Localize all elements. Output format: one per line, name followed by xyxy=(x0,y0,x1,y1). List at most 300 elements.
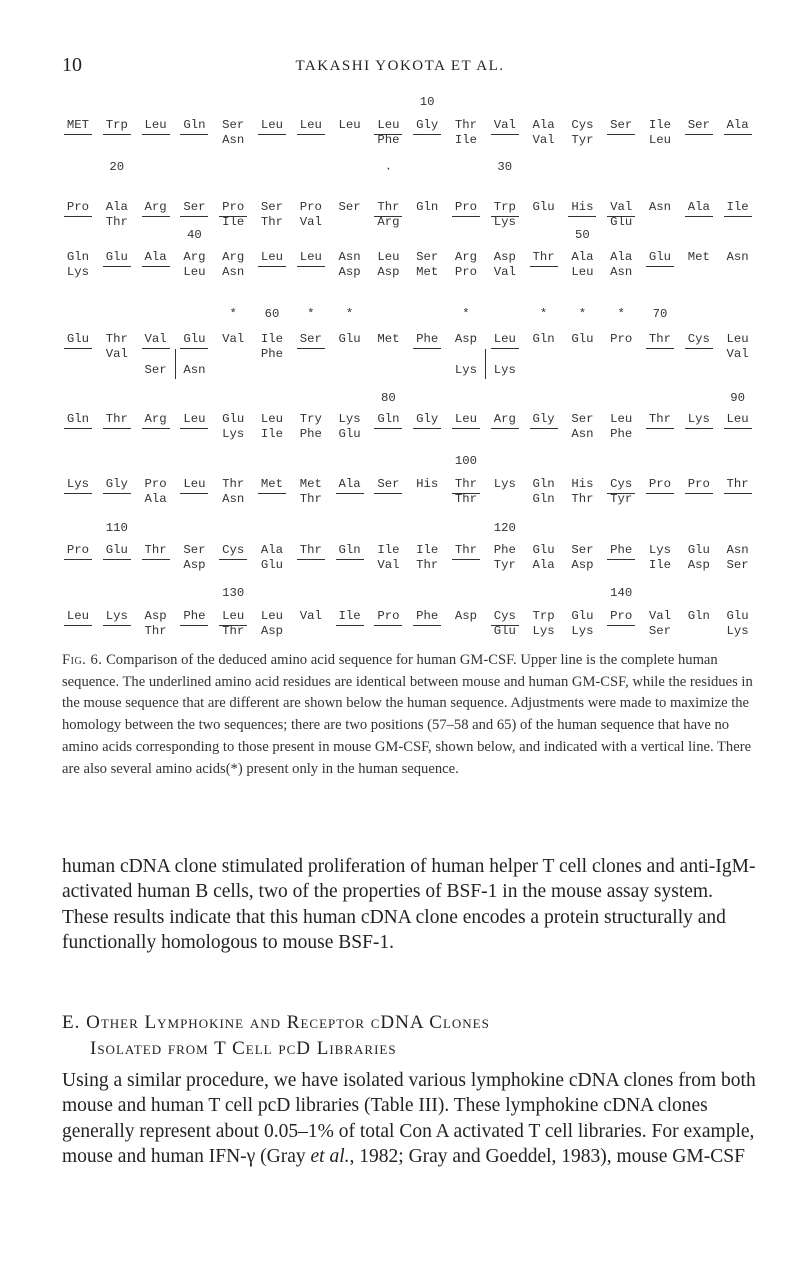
mouse-residue: Leu xyxy=(571,265,594,279)
human-residue: Met xyxy=(377,332,400,346)
human-residue: Ile xyxy=(330,609,370,623)
identity-underline xyxy=(374,625,402,626)
human-residue: Ala xyxy=(679,200,719,214)
human-residue: Lys xyxy=(58,477,98,491)
human-residue: Cys xyxy=(485,609,525,623)
human-residue: Gln xyxy=(532,477,555,491)
residue-number: 40 xyxy=(187,228,202,242)
human-residue: Ser xyxy=(571,543,594,557)
human-residue: Leu xyxy=(610,412,633,426)
residue-number: 80 xyxy=(381,391,396,405)
human-residue: Leu xyxy=(485,332,525,346)
mouse-residue: Phe xyxy=(299,427,322,441)
human-residue: Cys xyxy=(679,332,719,346)
human-residue: Pro xyxy=(601,609,641,623)
human-residue: Leu xyxy=(718,412,758,426)
identity-underline xyxy=(685,493,713,494)
human-residue: Leu xyxy=(174,412,214,426)
mouse-residue: Asn xyxy=(571,427,594,441)
mouse-residue: Thr xyxy=(416,558,439,572)
human-residue: Leu xyxy=(58,609,98,623)
human-residue: Thr xyxy=(524,250,564,264)
identity-underline xyxy=(413,134,441,135)
mouse-residue: Asp xyxy=(183,558,206,572)
mouse-residue: Asn xyxy=(183,363,206,377)
human-residue: Trp xyxy=(97,118,137,132)
human-residue: Val xyxy=(136,332,176,346)
mouse-residue: Tyr xyxy=(610,492,633,506)
human-residue: Asp xyxy=(493,250,516,264)
mouse-residue: Asn xyxy=(610,265,633,279)
human-residue: Asp xyxy=(454,609,478,623)
human-residue: Ala xyxy=(330,477,370,491)
mouse-residue: Lys xyxy=(66,265,90,279)
human-residue: Val xyxy=(601,200,641,214)
human-residue: Pro xyxy=(446,200,486,214)
section-heading-line: Isolated from T Cell pcD Libraries xyxy=(90,1038,397,1059)
body-paragraph: human cDNA clone stimulated proliferation of human helper T cell clones and anti-IgM-activated human B cells, two of the properties of BSF-1 in the mouse assay system. These results indicate that this human cDNA clone encodes a protein structurally and functionally homologous to mouse BSF-1. xyxy=(62,856,756,954)
identity-underline xyxy=(491,348,519,349)
human-residue: Asn xyxy=(648,200,672,214)
human-residue: Lys xyxy=(679,412,719,426)
mouse-residue: Asp xyxy=(260,624,284,638)
mouse-residue: Met xyxy=(416,265,439,279)
mouse-residue: Tyr xyxy=(571,133,594,147)
human-residue: Leu xyxy=(136,118,176,132)
gap-indicator-line xyxy=(485,349,486,379)
figure-caption xyxy=(62,650,762,780)
human-only-star: * xyxy=(539,307,548,321)
human-residue: Pro xyxy=(58,543,98,557)
human-residue: Thr xyxy=(136,543,176,557)
human-residue: Cys xyxy=(601,477,641,491)
residue-number: 60 xyxy=(264,307,280,321)
human-residue: Ala xyxy=(136,250,176,264)
human-residue: Ser xyxy=(368,477,408,491)
identity-underline xyxy=(568,216,596,217)
identity-underline xyxy=(297,134,325,135)
mouse-residue: Lys xyxy=(454,363,478,377)
human-residue: Gln xyxy=(416,200,439,214)
caption-text: Comparison of the deduced amino acid sequence for human GM-CSF. Upper line is the complete human sequence. The underlined amino acid residues are identical between mouse and human GM-CSF, while the residues in the mouse sequence that are different are shown below the human sequence. Adjustments were made to maximize the homology between the two sequences; there are two positions (57–58 and 65) of the human sequence that have no amino acids corresponding to those present in mouse GM-CSF, shown below, and indicated with a vertical line. There are also several amino acids(*) present only in the human sequence. xyxy=(62,652,753,777)
mouse-residue: Val xyxy=(299,215,322,229)
identity-underline xyxy=(724,428,752,429)
mouse-residue: Thr xyxy=(144,624,167,638)
identity-underline xyxy=(646,348,674,349)
human-residue: Leu xyxy=(726,332,749,346)
mouse-residue: Gln xyxy=(532,492,555,506)
identity-underline xyxy=(180,493,208,494)
human-residue: Leu xyxy=(260,412,284,426)
mouse-residue: Phe xyxy=(260,347,284,361)
identity-underline xyxy=(646,493,674,494)
identity-underline xyxy=(180,428,208,429)
running-title: TAKASHI YOKOTA ET AL. xyxy=(295,58,505,74)
human-residue: Asp xyxy=(144,609,167,623)
mouse-residue: Val xyxy=(105,347,128,361)
identity-underline xyxy=(646,428,674,429)
paragraph-text: , 1982; Gray and Goeddel, 1983), mouse GM-CSF xyxy=(349,1146,745,1168)
human-residue: Glu xyxy=(726,609,749,623)
human-residue: Arg xyxy=(136,200,176,214)
mouse-residue: Glu xyxy=(338,427,361,441)
mouse-residue: Ile xyxy=(222,215,245,229)
identity-underline xyxy=(530,428,558,429)
human-residue: Leu xyxy=(368,118,408,132)
mouse-residue: Glu xyxy=(610,215,633,229)
residue-number: 70 xyxy=(652,307,668,321)
identity-underline xyxy=(180,216,208,217)
mouse-residue: Val xyxy=(493,265,516,279)
mouse-residue: Thr xyxy=(299,492,322,506)
mouse-residue: Asp xyxy=(687,558,710,572)
identity-underline xyxy=(297,348,325,349)
human-residue: Asn xyxy=(726,543,749,557)
identity-underline xyxy=(724,493,752,494)
mouse-residue: Thr xyxy=(105,215,128,229)
mouse-residue: Glu xyxy=(493,624,516,638)
identity-underline xyxy=(685,348,713,349)
human-residue: Ile xyxy=(718,200,758,214)
identity-underline xyxy=(142,348,170,349)
human-residue: Ser xyxy=(260,200,284,214)
human-residue: Leu xyxy=(174,477,214,491)
identity-underline xyxy=(413,625,441,626)
section-heading xyxy=(62,1010,762,1062)
mouse-residue: Val xyxy=(726,347,749,361)
mouse-residue: Val xyxy=(377,558,400,572)
human-residue: Pro xyxy=(610,332,633,346)
identity-underline xyxy=(607,625,635,626)
mouse-residue: Glu xyxy=(260,558,284,572)
human-residue: Phe xyxy=(407,609,447,623)
residue-number: 90 xyxy=(730,391,745,405)
residue-number: 110 xyxy=(105,521,128,535)
identity-underline xyxy=(336,625,364,626)
human-residue: Leu xyxy=(446,412,486,426)
identity-underline xyxy=(103,428,131,429)
identity-underline xyxy=(607,134,635,135)
gap-indicator-line xyxy=(175,349,176,379)
human-residue: Glu xyxy=(58,332,98,346)
human-residue: Pro xyxy=(213,200,253,214)
human-residue: Met xyxy=(252,477,292,491)
mouse-residue: Lys xyxy=(726,624,749,638)
human-residue: Ser xyxy=(416,250,439,264)
identity-underline xyxy=(685,428,713,429)
human-only-star: * xyxy=(307,307,315,321)
mouse-residue: Lys xyxy=(493,363,516,377)
identity-underline xyxy=(685,216,713,217)
human-residue: Phe xyxy=(174,609,214,623)
human-residue: Glu xyxy=(532,200,555,214)
human-only-star: * xyxy=(345,307,354,321)
human-residue: Lys xyxy=(648,543,672,557)
identity-underline xyxy=(646,266,674,267)
human-residue: His xyxy=(416,477,439,491)
human-residue: Lys xyxy=(493,477,516,491)
identity-underline xyxy=(452,216,480,217)
human-residue: Ser xyxy=(183,543,206,557)
human-only-star: * xyxy=(578,307,587,321)
italic-text: et al. xyxy=(310,1146,350,1168)
identity-underline xyxy=(452,428,480,429)
mouse-residue: Ile xyxy=(648,558,672,572)
human-residue: Cys xyxy=(571,118,594,132)
human-residue: Ile xyxy=(377,543,400,557)
human-residue: Glu xyxy=(640,250,680,264)
human-residue: Phe xyxy=(601,543,641,557)
human-residue: Gln xyxy=(66,250,90,264)
residue-number: 140 xyxy=(610,586,633,600)
residue-number: 20 xyxy=(109,160,125,174)
page-number: 10 xyxy=(62,54,82,76)
human-residue: Phe xyxy=(493,543,516,557)
human-residue: Ala xyxy=(571,250,594,264)
human-residue: Asn xyxy=(726,250,749,264)
human-residue: Thr xyxy=(718,477,758,491)
human-residue: Leu xyxy=(213,609,253,623)
human-residue: Leu xyxy=(252,250,292,264)
human-residue: Pro xyxy=(58,200,98,214)
mouse-residue: Phe xyxy=(377,133,400,147)
human-residue: Ile xyxy=(260,332,284,346)
mouse-residue: Ser xyxy=(144,363,167,377)
mouse-residue: Pro xyxy=(454,265,478,279)
identity-underline xyxy=(491,134,519,135)
human-residue: Arg xyxy=(222,250,245,264)
residue-number: 50 xyxy=(575,228,590,242)
human-residue: Pro xyxy=(368,609,408,623)
identity-underline xyxy=(64,625,92,626)
identity-underline xyxy=(180,134,208,135)
mouse-residue: Asp xyxy=(571,558,594,572)
alignment-dot: · xyxy=(384,162,393,176)
human-residue: Lys xyxy=(338,412,361,426)
identity-underline xyxy=(374,493,402,494)
human-residue: Val xyxy=(222,332,245,346)
identity-underline xyxy=(491,428,519,429)
identity-underline xyxy=(258,134,286,135)
human-residue: Arg xyxy=(136,412,176,426)
human-residue: Ile xyxy=(648,118,672,132)
identity-underline xyxy=(103,559,131,560)
human-residue: Gly xyxy=(407,118,447,132)
human-residue: Glu xyxy=(532,543,555,557)
human-residue: Thr xyxy=(222,477,245,491)
mouse-residue: Ser xyxy=(726,558,749,572)
human-residue: Arg xyxy=(485,412,525,426)
human-residue: Gly xyxy=(97,477,137,491)
human-residue: Val xyxy=(299,609,322,623)
identity-underline xyxy=(413,348,441,349)
human-residue: Asn xyxy=(338,250,361,264)
human-residue: Gln xyxy=(330,543,370,557)
human-residue: Pro xyxy=(299,200,322,214)
section-heading-line: E. Other Lymphokine and Receptor cDNA Clones xyxy=(62,1012,490,1033)
identity-underline xyxy=(142,559,170,560)
mouse-residue: Lys xyxy=(493,215,516,229)
identity-underline xyxy=(180,625,208,626)
human-residue: Ser xyxy=(571,412,594,426)
human-residue: Arg xyxy=(454,250,478,264)
human-residue: Ser xyxy=(679,118,719,132)
human-residue: Glu xyxy=(687,543,710,557)
mouse-residue: Thr xyxy=(260,215,284,229)
human-residue: Phe xyxy=(407,332,447,346)
mouse-residue: Asn xyxy=(222,133,245,147)
mouse-residue: Arg xyxy=(377,215,400,229)
identity-underline xyxy=(258,493,286,494)
human-residue: Ser xyxy=(174,200,214,214)
residue-number: 10 xyxy=(419,95,435,109)
human-residue: Pro xyxy=(679,477,719,491)
mouse-residue: Tyr xyxy=(493,558,516,572)
mouse-residue: Asn xyxy=(222,265,245,279)
identity-underline xyxy=(607,559,635,560)
human-residue: Asp xyxy=(454,332,478,346)
human-residue: Pro xyxy=(144,477,167,491)
mouse-residue: Phe xyxy=(610,427,633,441)
mouse-residue: Ala xyxy=(144,492,167,506)
human-residue: Ser xyxy=(601,118,641,132)
identity-underline xyxy=(530,266,558,267)
identity-underline xyxy=(103,493,131,494)
human-residue: Thr xyxy=(291,543,331,557)
mouse-residue: Leu xyxy=(648,133,672,147)
human-residue: Glu xyxy=(222,412,245,426)
residue-number: 120 xyxy=(493,521,516,535)
human-residue: Leu xyxy=(260,609,284,623)
human-residue: Gln xyxy=(174,118,214,132)
human-residue: Met xyxy=(299,477,322,491)
human-residue: Thr xyxy=(640,332,680,346)
human-residue: Thr xyxy=(446,543,486,557)
human-residue: Thr xyxy=(454,118,478,132)
human-residue: Glu xyxy=(571,609,594,623)
human-residue: Gly xyxy=(407,412,447,426)
identity-underline xyxy=(297,559,325,560)
identity-underline xyxy=(64,493,92,494)
identity-underline xyxy=(180,348,208,349)
mouse-residue: Thr xyxy=(222,624,245,638)
human-residue: Try xyxy=(299,412,322,426)
mouse-residue: Ser xyxy=(648,624,672,638)
human-residue: Pro xyxy=(640,477,680,491)
human-residue: Leu xyxy=(291,118,331,132)
identity-underline xyxy=(103,134,131,135)
mouse-residue: Lys xyxy=(571,624,594,638)
identity-underline xyxy=(336,493,364,494)
human-residue: Gln xyxy=(368,412,408,426)
identity-underline xyxy=(297,266,325,267)
human-residue: Glu xyxy=(174,332,214,346)
human-residue: Thr xyxy=(368,200,408,214)
human-residue: Ala xyxy=(610,250,633,264)
identity-underline xyxy=(685,134,713,135)
human-residue: Ser xyxy=(338,200,361,214)
mouse-residue: Thr xyxy=(454,492,478,506)
human-only-star: * xyxy=(617,307,625,321)
human-residue: Ala xyxy=(532,118,555,132)
human-residue: Leu xyxy=(338,118,361,132)
human-residue: Glu xyxy=(97,543,137,557)
human-residue: Glu xyxy=(571,332,594,346)
human-residue: Arg xyxy=(183,250,206,264)
paragraph-text: Using a similar procedure, we have isolated various lymphokine cDNA clones from both mouse and human T cell pcD libraries (Table III). These lymphokine cDNA clones generally represent about 0.05–1% of total Con A activated T cell libraries. For example, mouse and human IFN-γ (Gray xyxy=(62,1070,756,1168)
human-residue: Thr xyxy=(640,412,680,426)
human-only-star: * xyxy=(229,307,237,321)
identity-underline xyxy=(142,134,170,135)
identity-underline xyxy=(374,428,402,429)
residue-number: 100 xyxy=(454,454,478,468)
mouse-residue: Val xyxy=(532,133,555,147)
residue-number: 30 xyxy=(497,160,513,174)
identity-underline xyxy=(142,428,170,429)
human-residue: Lys xyxy=(97,609,137,623)
human-residue: Trp xyxy=(532,609,555,623)
human-residue: Thr xyxy=(446,477,486,491)
human-only-star: * xyxy=(462,307,470,321)
identity-underline xyxy=(103,266,131,267)
body-paragraph xyxy=(62,1068,762,1170)
human-residue: Thr xyxy=(105,332,128,346)
human-residue: Met xyxy=(687,250,710,264)
human-residue: Ile xyxy=(416,543,439,557)
mouse-residue: Leu xyxy=(183,265,206,279)
human-residue: Ala xyxy=(718,118,758,132)
human-residue: Glu xyxy=(97,250,137,264)
human-residue: Glu xyxy=(338,332,361,346)
figure-label: Fig. 6. xyxy=(62,652,103,668)
mouse-residue: Ile xyxy=(454,133,478,147)
mouse-residue: Asn xyxy=(222,492,245,506)
identity-underline xyxy=(64,428,92,429)
identity-underline xyxy=(142,266,170,267)
human-residue: Gln xyxy=(687,609,710,623)
mouse-residue: Asp xyxy=(338,265,361,279)
human-residue: Trp xyxy=(485,200,525,214)
identity-underline xyxy=(219,559,247,560)
identity-underline xyxy=(64,134,92,135)
residue-number: 130 xyxy=(222,586,245,600)
identity-underline xyxy=(258,266,286,267)
human-residue: Ala xyxy=(260,543,284,557)
human-residue: Val xyxy=(648,609,672,623)
human-residue: Thr xyxy=(97,412,137,426)
identity-underline xyxy=(64,216,92,217)
mouse-residue: Lys xyxy=(532,624,555,638)
human-residue: Leu xyxy=(377,250,400,264)
human-residue: Gln xyxy=(532,332,555,346)
identity-underline xyxy=(64,559,92,560)
human-residue: His xyxy=(562,200,602,214)
human-residue: Ala xyxy=(105,200,128,214)
mouse-residue: Thr xyxy=(571,492,594,506)
identity-underline xyxy=(142,216,170,217)
identity-underline xyxy=(452,559,480,560)
human-residue: Cys xyxy=(213,543,253,557)
identity-underline xyxy=(336,559,364,560)
human-residue: MET xyxy=(58,118,98,132)
human-residue: Val xyxy=(485,118,525,132)
human-residue: Leu xyxy=(252,118,292,132)
mouse-residue: Ile xyxy=(260,427,284,441)
mouse-residue: Asp xyxy=(377,265,400,279)
identity-underline xyxy=(413,428,441,429)
identity-underline xyxy=(724,216,752,217)
human-residue: Gly xyxy=(524,412,564,426)
